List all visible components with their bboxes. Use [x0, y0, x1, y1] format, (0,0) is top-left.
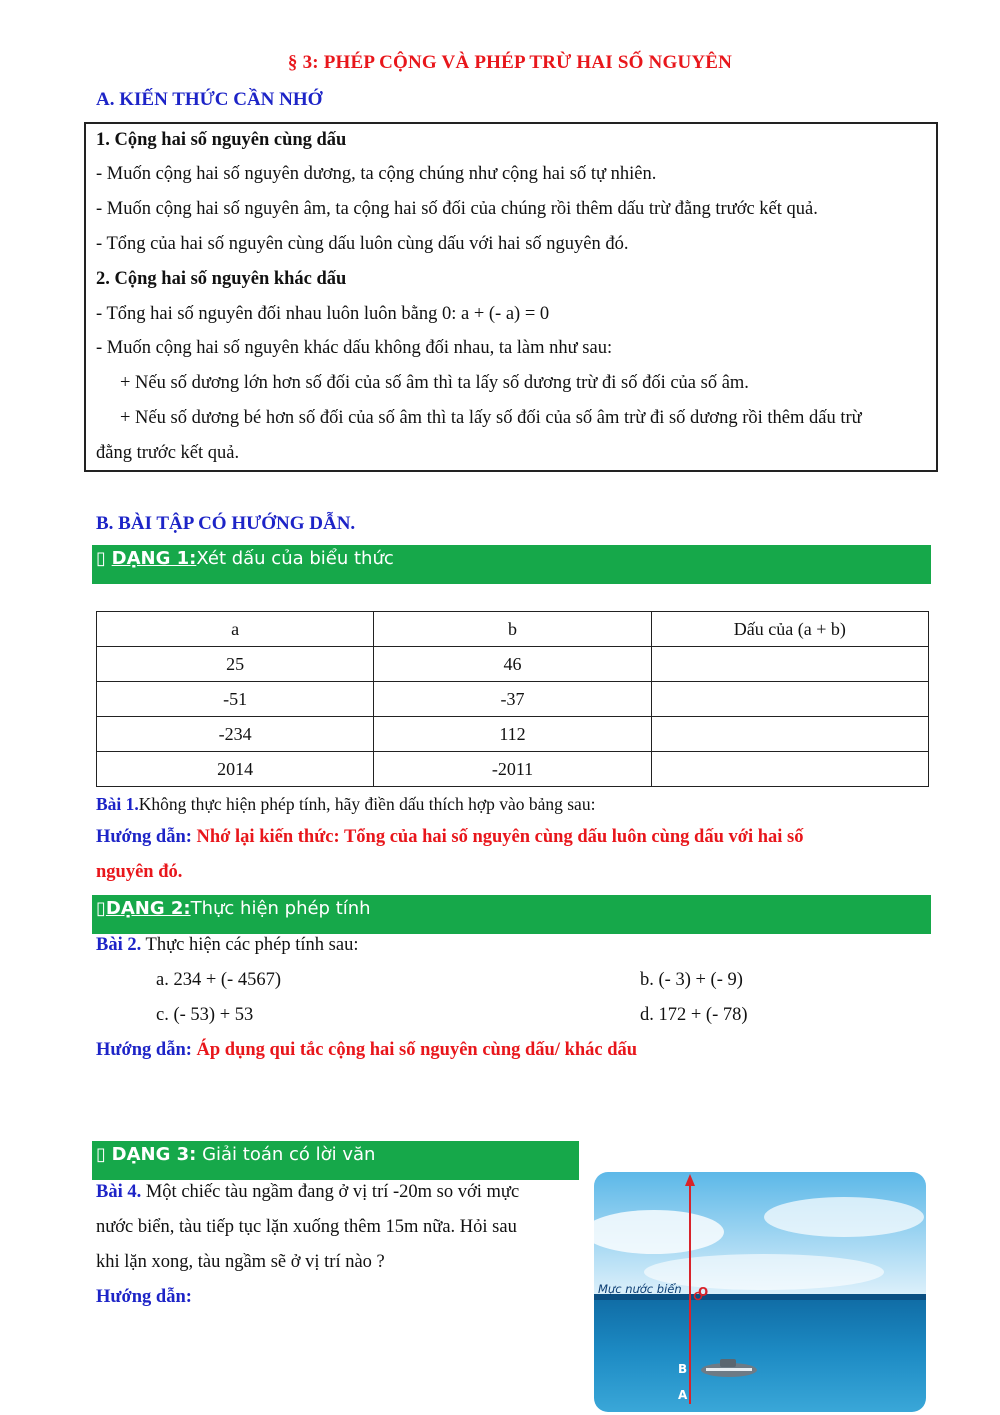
hd1-text-1: Nhớ lại kiến thức: Tổng của hai số nguyên cùng dấu luôn cùng dấu với hai số	[196, 827, 804, 847]
dang2-banner	[92, 895, 931, 934]
box-heading-2: 2. Cộng hai số nguyên khác dấu	[96, 269, 347, 289]
bai4-text-3: khi lặn xong, tàu ngầm sẽ ở vị trí nào ?	[96, 1252, 385, 1272]
hd2	[96, 1040, 637, 1061]
table-cell: -234	[97, 717, 374, 752]
box-line-5: - Muốn cộng hai số nguyên khác dấu không đối nhau, ta làm như sau:	[96, 338, 613, 358]
bai2-b: b. (- 3) + (- 9)	[640, 970, 743, 990]
hd1-line-1	[96, 827, 804, 848]
table-cell: -51	[97, 682, 374, 717]
bai2-text: Thực hiện các phép tính sau:	[145, 935, 359, 955]
box-line-2: - Muốn cộng hai số nguyên âm, ta cộng hai số đối của chúng rồi thêm dấu trừ đằng trước kết quả.	[96, 199, 818, 219]
bai2-d: d. 172 + (- 78)	[640, 1005, 748, 1025]
table-header: a	[97, 612, 374, 647]
table-row	[97, 647, 929, 682]
hd1-text-2: nguyên đó.	[96, 862, 183, 882]
table-cell[interactable]	[651, 647, 928, 682]
table-cell: 46	[374, 647, 651, 682]
dang1-banner	[92, 545, 931, 584]
box-line-1: - Muốn cộng hai số nguyên dương, ta cộng chúng như cộng hai số tự nhiên.	[96, 164, 657, 184]
table-header: b	[374, 612, 651, 647]
point-o-label: O	[698, 1285, 709, 1299]
page-title: § 3: PHÉP CỘNG VÀ PHÉP TRỪ HAI SỐ NGUYÊN	[287, 52, 733, 73]
dang1-label: DẠNG 1:	[111, 548, 197, 569]
table-cell[interactable]	[651, 682, 928, 717]
hd2-label: Hướng dẫn:	[96, 1040, 192, 1060]
checkbox-icon: ▯	[96, 548, 106, 569]
hd2-text: Áp dụng qui tắc cộng hai số nguyên cùng dấu/ khác dấu	[196, 1040, 638, 1060]
table-cell: 25	[97, 647, 374, 682]
bai1	[96, 794, 595, 815]
sign-table	[96, 611, 929, 787]
box-line-7: + Nếu số dương bé hơn số đối của số âm thì ta lấy số đối của số âm trừ đi số dương rồi thêm dấu trừ	[120, 408, 862, 428]
bai4-label: Bài 4.	[96, 1182, 142, 1202]
bai4-line-1	[96, 1182, 519, 1203]
sea-level-label: Mực nước biển	[598, 1282, 682, 1296]
table-cell: 2014	[97, 752, 374, 787]
dang1-text: Xét dấu của biểu thức	[196, 548, 394, 569]
table-row	[97, 752, 929, 787]
table-cell[interactable]	[651, 752, 928, 787]
hd1-label: Hướng dẫn:	[96, 827, 192, 847]
table-cell: 112	[374, 717, 651, 752]
section-b-heading: B. BÀI TẬP CÓ HƯỚNG DẪN.	[96, 513, 356, 534]
submarine-illustration	[594, 1172, 926, 1412]
table-row	[97, 717, 929, 752]
hd4-label: Hướng dẫn:	[96, 1287, 192, 1307]
table-row	[97, 682, 929, 717]
bai2	[96, 935, 358, 956]
bai4-text-2: nước biển, tàu tiếp tục lặn xuống thêm 15m nữa. Hỏi sau	[96, 1217, 517, 1237]
bai4-text-1: Một chiếc tàu ngầm đang ở vị trí -20m so với mực	[145, 1182, 520, 1202]
box-line-3: - Tổng của hai số nguyên cùng dấu luôn cùng dấu với hai số nguyên đó.	[96, 234, 629, 254]
box-heading-1: 1. Cộng hai số nguyên cùng dấu	[96, 130, 347, 150]
table-header: Dấu của (a + b)	[651, 612, 928, 647]
knowledge-box	[84, 122, 938, 472]
checkbox-icon: ▯	[96, 1144, 106, 1165]
checkbox-icon: ▯	[96, 898, 106, 919]
point-a-label: A	[678, 1388, 688, 1402]
box-line-6: + Nếu số dương lớn hơn số đối của số âm thì ta lấy số dương trừ đi số đối của số âm.	[120, 373, 749, 393]
bai2-label: Bài 2.	[96, 935, 142, 955]
bai1-label: Bài 1.	[96, 794, 139, 814]
table-cell: -37	[374, 682, 651, 717]
table-header-row	[97, 612, 929, 647]
table-cell: -2011	[374, 752, 651, 787]
box-line-4: - Tổng hai số nguyên đối nhau luôn luôn bằng 0: a + (- a) = 0	[96, 304, 550, 324]
dang3-label: DẠNG 3:	[111, 1144, 197, 1165]
dang2-label: DẠNG 2:	[105, 898, 191, 919]
bai1-text: Không thực hiện phép tính, hãy điền dấu thích hợp vào bảng sau:	[138, 794, 596, 814]
dang3-banner	[92, 1141, 579, 1180]
point-b-label: B	[678, 1362, 688, 1376]
section-a-heading: A. KIẾN THỨC CẦN NHỚ	[96, 89, 323, 110]
table-cell[interactable]	[651, 717, 928, 752]
dang3-text: Giải toán có lời văn	[202, 1144, 376, 1165]
bai2-a: a. 234 + (- 4567)	[156, 970, 282, 990]
dang2-text: Thực hiện phép tính	[190, 898, 371, 919]
box-line-8: đằng trước kết quả.	[96, 443, 240, 463]
bai2-c: c. (- 53) + 53	[156, 1005, 254, 1025]
